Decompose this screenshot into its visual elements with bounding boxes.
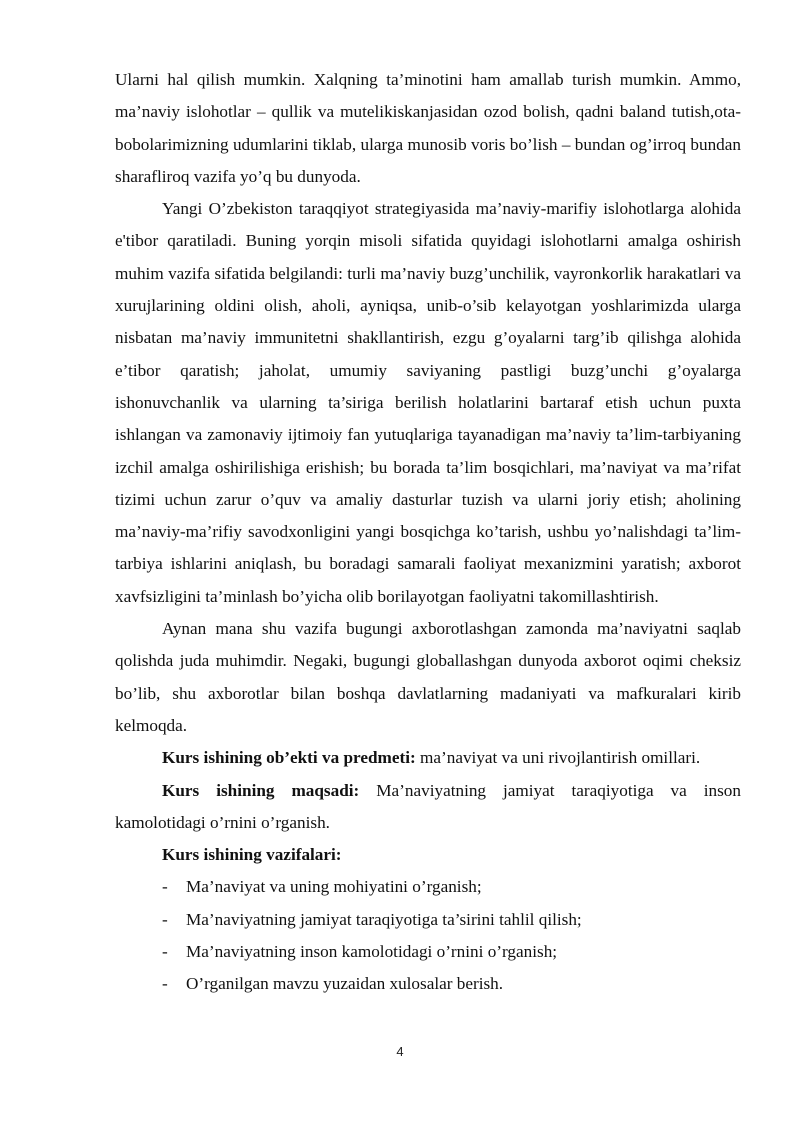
list-item xyxy=(115,904,741,936)
list-item xyxy=(115,968,741,1000)
tasks-list xyxy=(115,871,741,1000)
page-number: 4 xyxy=(396,1044,404,1059)
goal-label: Kurs ishining maqsadi: xyxy=(162,780,360,800)
list-item xyxy=(115,936,741,968)
object-text: ma’naviyat va uni rivojlantirish omillari. xyxy=(415,748,701,768)
list-item-text: Ma’naviyat va uning mohiyatini o’rganish; xyxy=(186,877,482,897)
list-item-text: O’rganilgan mavzu yuzaidan xulosalar berish. xyxy=(186,974,504,994)
document-page xyxy=(115,64,741,1001)
object-label: Kurs ishining ob’ekti va predmeti: xyxy=(162,748,416,768)
goal-text: Ma’naviyatning jamiyat taraqiyotiga va inson kamolotidagi o’rnini o’rganish. xyxy=(115,780,741,832)
paragraph-goal xyxy=(115,775,741,840)
list-item xyxy=(115,871,741,903)
list-dash: - xyxy=(162,909,168,929)
list-item-text: Ma’naviyatning jamiyat taraqiyotiga ta’sirini tahlil qilish; xyxy=(186,909,582,929)
list-dash: - xyxy=(162,942,168,962)
paragraph-information-age: Aynan mana shu vazifa bugungi axborotlashgan zamonda ma’naviyatni saqlab qolishda juda muhimdir. Negaki, bugungi globallashgan dunyoda axborot oqimi cheksiz bo’lib, shu axborotlar bilan boshqa davlatlarning madaniyati va mafkuralari kirib kelmoqda. xyxy=(115,619,741,735)
list-item-text: Ma’naviyatning inson kamolotidagi o’rnini o’rganish; xyxy=(186,942,558,962)
list-dash: - xyxy=(162,877,168,897)
paragraph-intro: Ularni hal qilish mumkin. Xalqning ta’minotini ham amallab turish mumkin. Ammo, ma’naviy islohotlar – qullik va mutelikiskanjasidan ozod bolish, qadni baland tutish,ota-bobolarimizning udumlarini tiklab, ularga munosib voris bo’lish – bundan og’irroq bundan sharafliroq vazifa yo’q bu dunyoda. xyxy=(115,70,741,186)
list-dash: - xyxy=(162,974,168,994)
paragraph-object xyxy=(115,742,741,774)
paragraph-strategy: Yangi O’zbekiston taraqqiyot strategiyasida ma’naviy-marifiy islohotlarga alohida e'tibor qaratiladi. Buning yorqin misoli sifatida quyidagi islohotlarni amalga oshirish muhim vazifa sifatida belgilandi: turli ma’naviy buzg’unchilik, vayronkorlik harakatlari va xurujlarining oldini olish, aholi, ayniqsa, unib-o’sib kelayotgan yoshlarimizda ularga nisbatan ma’naviy immunitetni shakllantirish, ezgu g’oyalarni targ’ib qilishga alohida e’tibor qaratish; jaholat, umumiy saviyaning pastligi buzg’unchi g’oyalarga ishonuvchanlik va ularning ta’siriga berilish holatlarini bartaraf etish uchun puxta ishlangan va zamonaviy ijtimoiy fan yutuqlariga tayanadigan ma’naviy ta’lim-tarbiyaning izchil amalga oshirilishiga erishish; bu borada ta’lim bosqichlari, ma’naviyat va ma’rifat tizimi uchun zarur o’quv va amaliy dasturlar tuzish va ularni joriy etish; aholining ma’naviy-ma’rifiy savodxonligini yangi bosqichga ko’tarish, ushbu yo’nalishdagi ta’lim-tarbiya ishlarini aniqlash, bu boradagi samarali faoliyat mexanizmini yaratish; axborot xavfsizligini ta’minlash bo’yicha olib borilayotgan faoliyatni takomillashtirish. xyxy=(115,199,741,606)
tasks-heading: Kurs ishining vazifalari: xyxy=(162,845,342,865)
